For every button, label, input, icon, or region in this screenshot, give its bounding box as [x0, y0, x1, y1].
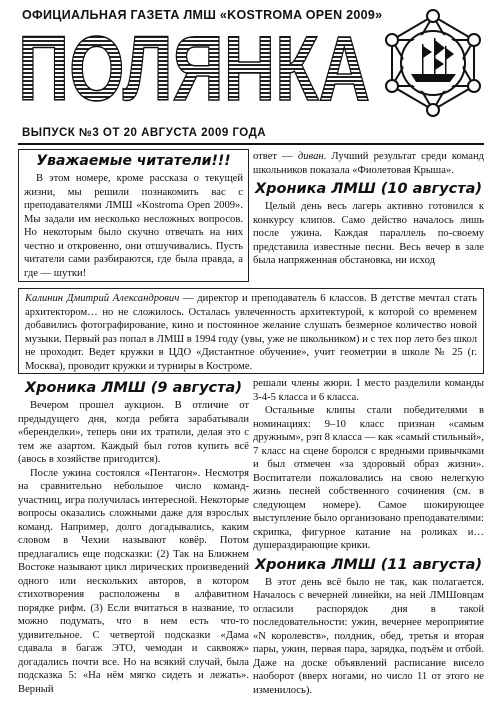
- school-logo-icon: [378, 8, 488, 118]
- paragraph: [253, 150, 484, 177]
- issue-line: ВЫПУСК №3 ОТ 20 АВГУСТА 2009 ГОДА: [22, 127, 267, 139]
- right-column-top: [253, 150, 484, 268]
- paragraph: решали члены жюри. I место разделили команды 3-4-5 класса и 6 класса.: [253, 378, 484, 403]
- paragraph: Остальные клипы стали победителями в номинациях: 9–10 класс признан «самым дружным», рэп 8 класса — как «самый стильный», 7 класс на сцене боролся с вредными привычками и был отмечен «за здоровый образ жизни». Воспитатели пожаловались на свою нелегкую жизнь песней собственного сочинения (см. в следующем номере). Самое шокирующее выступление было организовано преподавателями: скрипка, фигурное катание на роликах и… душераздирающие крики.: [253, 405, 484, 551]
- paragraph: После ужина состоялся «Пентагон». Несмотря на сравнительно небольшое число команд-участниц, игра получилась интересной. Некоторые вопросы оказались сложными даже для взрослых команд. Например, долго догадывались, каким словом в Чехии называют ковёр. Потом предлагались еще подсказки: (2) Так на Ближнем Востоке называют цикл лирических произведений одного или нескольких авторов, в котором стихотворения расположены в алфавитном порядке рифм. (3) Если вчитаться в название, то можно подумать, что в нем есть что-то удивительное. С четвертой подсказки «Дама сдавала в багаж ЭТО, чемодан и саквояж» догадались почти все. Но на всякий случай, была подсказка 5: «На нём мягко сидеть и лежать». Верный: [18, 467, 249, 695]
- masthead-text: ПОЛЯНКА: [18, 18, 370, 120]
- text-span: ответ —: [253, 151, 298, 162]
- paragraph: Вечером прошел аукцион. В отличие от предыдущего дня, когда ребята зарабатывали «беренделки», теперь они их тратили, делая это с тем же азартом. Каждый был готов купить всё (авось в хозяйстве пригодится).: [18, 400, 249, 465]
- teacher-bio-box: [18, 288, 484, 374]
- teacher-name: Калинин Дмитрий Александрович: [25, 293, 180, 304]
- text-span: диван: [297, 151, 324, 162]
- right-column-bottom: [253, 377, 484, 697]
- intro-box: [18, 149, 249, 282]
- intro-title: Уважаемые читатели!!!: [36, 153, 231, 169]
- paragraph: В этот день всё было не так, как полагается. Началось с вечерней линейки, на ней ЛМШовцам огласили распорядок дня в такой последовательности: ужин, вечернее мероприятие «N королевств», полдник, обед, третья и вторая пары, ужин, первая пара, зарядка, подъём и отбой. Даже на доске объявлений расписание висело наоборот (вверх ногами, но число 11 от этого не изменилось).: [253, 576, 484, 696]
- header-divider: [18, 143, 484, 145]
- chronicle-heading-aug10: Хроника ЛМШ (10 августа): [254, 181, 483, 197]
- teacher-bio: [25, 292, 477, 373]
- chronicle-heading-aug11: Хроника ЛМШ (11 августа): [254, 556, 483, 573]
- newspaper-subtitle: ОФИЦИАЛЬНАЯ ГАЗЕТА ЛМШ «KOSTROMA OPEN 2009»: [22, 8, 383, 22]
- left-column: [18, 380, 249, 696]
- masthead-title: [14, 18, 376, 120]
- text-span: . Лучший результат среди команд школьников показала «Фиолетовая Крыша».: [253, 151, 484, 176]
- intro-text: В этом номере, кроме рассказа о текущей жизни, мы решили познакомить вас с преподавателями ЛМШ «Kostroma Open 2009». Мы задали им несколько несложных вопросов. Но некоторым было скучно отвечать на них честно и откровенно, они отшучивались. Пусть читатели сами разбираются, где была правда, а где — шутки!: [24, 173, 243, 279]
- teacher-bio-text: — директор и преподаватель 6 классов. В детстве мечтал стать архитектором… но не сложилось. Осталась увлеченность архитектурой, к которой со временем добавились фотографирование, кино и постоянное желание слушать безмерное количество новой музыки. Первый раз попал в ЛМШ в 1994 году (увы, уже не школьником) и с тех пор лето без школ не проходит. Ведет кружки в ЦДО «Дистантное обучение», учит геометрии в школе № 25 (г. Москва), проводит кружки и турниры в Костроме.: [25, 293, 477, 372]
- paragraph: Целый день весь лагерь активно готовился к конкурсу клипов. Само действо началось лишь после ужина. Каждая параллель по-своему представила известные песни. Весь вечер в зале была напряженная обстановка, ни исход: [253, 201, 484, 266]
- chronicle-heading-aug9: Хроника ЛМШ (9 августа): [25, 380, 242, 396]
